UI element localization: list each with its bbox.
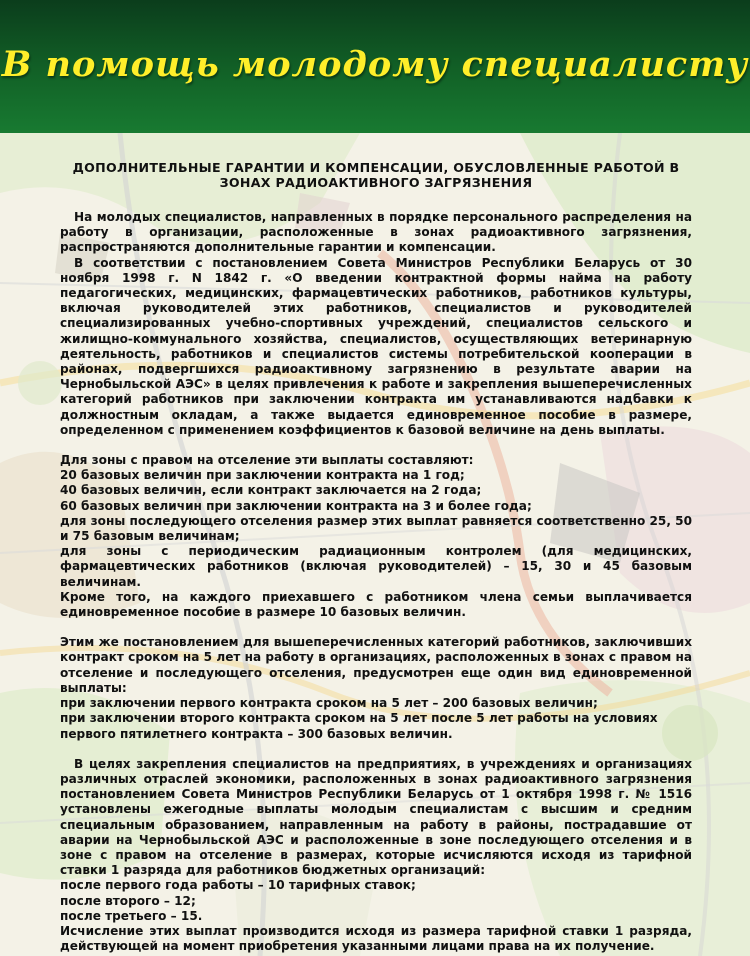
payment-line: после второго – 12; <box>60 893 196 908</box>
header-banner <box>0 0 750 133</box>
paragraph-five-year-contract: Этим же постановлением для вышеперечисленных категорий работников, заключивших контракт сроком на 5 лет на работу в организациях, расположенных в зонах с правом на отселение и последующего отселения, предусмотрен еще один вид единовременной выплаты: <box>60 635 692 695</box>
zone-line: 20 базовых величин при заключении контракта на 1 год; <box>60 468 465 483</box>
spacer <box>60 742 692 757</box>
contract-line: при заключении второго контракта сроком на 5 лет после 5 лет работы на условиях первого пятилетнего контракта – 300 базовых величин. <box>60 711 658 741</box>
spacer <box>60 620 692 635</box>
page-title: В помощь молодому специалисту <box>1 44 749 85</box>
contract-line: при заключении первого контракта сроком на 5 лет – 200 базовых величин; <box>60 696 598 711</box>
paragraph-decree-1516: В целях закрепления специалистов на предприятиях, в учреждениях и организациях различных отраслей экономики, расположенных в зонах радиоактивного загрязнения постановлением Совета Министров Республики Беларусь от 1 октября 1998 г. № 1516 установлены ежегодные выплаты молодым специалистам с высшим и средним специальным образованием, направленным на работу в районы, пострадавшие от аварии на Чернобыльской АЭС и расположенные в зоне последующего отселения и в зоне с правом на отселение в размерах, которые исчисляются исходя из тарифной ставки 1 разряда для работников бюджетных организаций: <box>60 756 692 878</box>
spacer <box>60 438 692 453</box>
payment-line: после третьего – 15. <box>60 908 203 923</box>
paragraph-decree-1842: В соответствии с постановлением Совета Министров Республики Беларусь от 30 ноября 1998 г. N 1842 г. «О введении контрактной формы найма на работу педагогических, медицинских, фармацевтических работников, работников культуры, включая руководителей этих работников, специалистов и руководителей специализированных учебно-спортивных учреждений, специалистов сельского и жилищно-коммунального хозяйства, специалистов, осуществляющих ветеринарную деятельность, работников и специалистов системы потребительской кооперации в районах, подвергшихся радиоактивному загрязнению в результате аварии на Чернобыльской АЭС» в целях привлечения к работе и закрепления вышеперечисленных категорий работников при заключении контракта им устанавливаются надбавки к должностным окладам, а также выдается единовременное пособие в размере, определенном с применением коэффициентов к базовой величине на день выплаты. <box>60 255 692 437</box>
payment-line: после первого года работы – 10 тарифных ставок; <box>60 878 416 893</box>
section-heading: ДОПОЛНИТЕЛЬНЫЕ ГАРАНТИИ И КОМПЕНСАЦИИ, ОБУСЛОВЛЕННЫЕ РАБОТОЙ В ЗОНАХ РАДИОАКТИВНОГО ЗАГРЯЗНЕНИЯ <box>72 160 680 190</box>
document-body <box>60 160 692 954</box>
zone-line: для зоны с периодическим радиационным контролем (для медицинских, фармацевтических работников (включая руководителей) – 15, 30 и 45 базовым величинам. <box>60 544 692 589</box>
zone-line: 40 базовых величин, если контракт заключается на 2 года; <box>60 483 482 498</box>
paragraph-intro: На молодых специалистов, направленных в порядке персонального распределения на работу в организации, расположенные в зонах радиоактивного загрязнения, распространяются дополнительные гарантии и компенсации. <box>60 210 692 255</box>
paragraph-calculation: Исчисление этих выплат производится исходя из размера тарифной ставки 1 разряда, действующей на момент приобретения указанными лицами права на их получение. <box>60 923 692 954</box>
zone-intro: Для зоны с правом на отселение эти выплаты составляют: <box>60 453 474 468</box>
zone-line: 60 базовых величин при заключении контракта на 3 и более года; <box>60 498 532 513</box>
zone-line: Кроме того, на каждого приехавшего с работником члена семьи выплачивается единовременное пособие в размере 10 базовых величин. <box>60 589 692 620</box>
zone-line: для зоны последующего отселения размер этих выплат равняется соответственно 25, 50 и 75 базовым величинам; <box>60 513 692 544</box>
